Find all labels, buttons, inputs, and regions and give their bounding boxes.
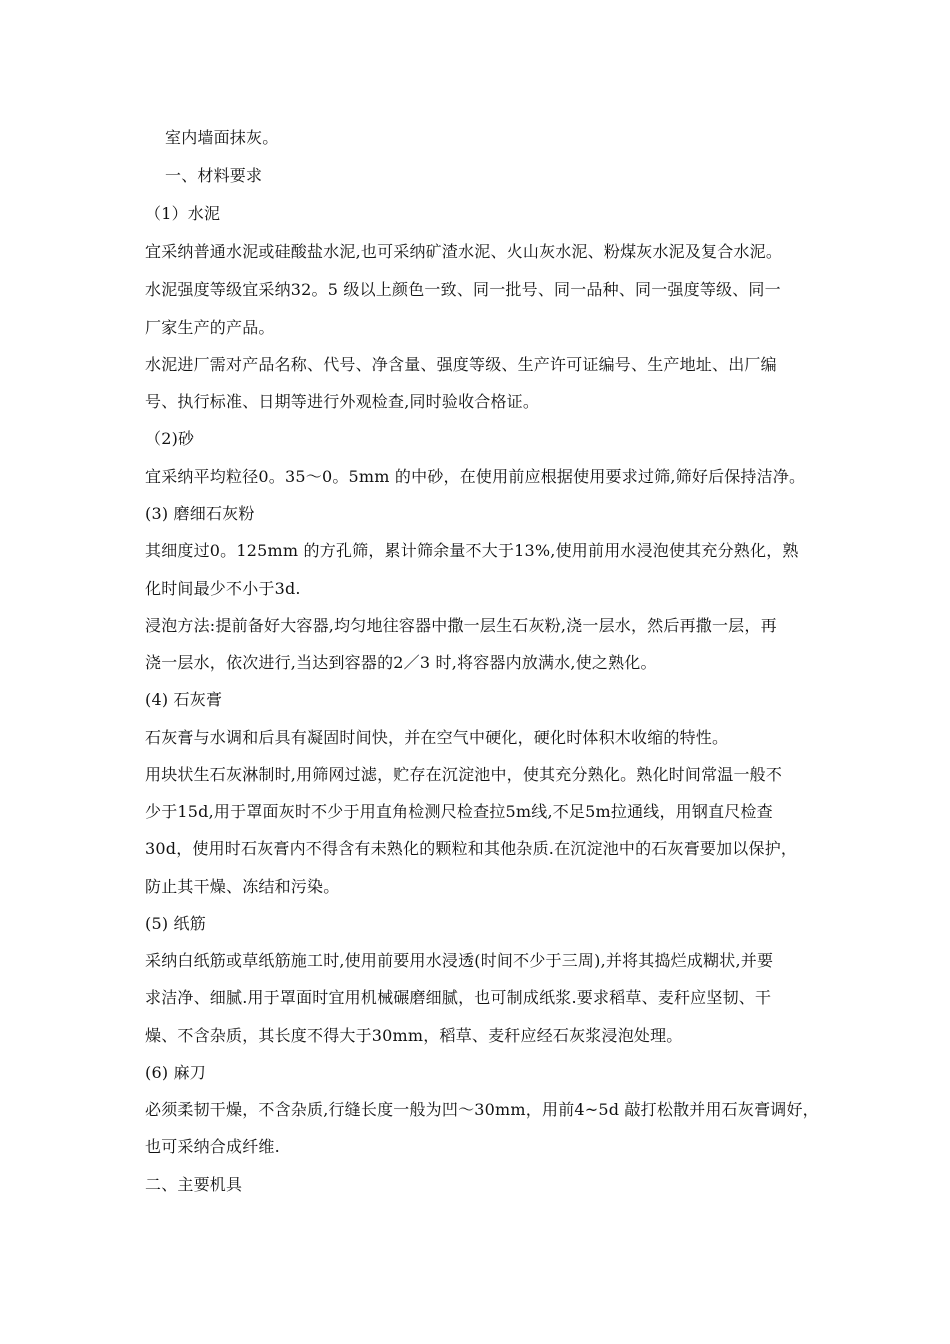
subsection-heading: （2)砂	[145, 429, 195, 448]
paragraph-line: 石灰膏与水调和后具有凝固时间快，并在空气中硬化，硬化时体积木收缩的特性。	[145, 728, 729, 747]
paragraph-line: 水泥强度等级宜采纳32。5 级以上颜色一致、同一批号、同一品种、同一强度等级、同一	[145, 280, 781, 299]
paragraph-line: 也可采纳合成纤维.	[145, 1137, 280, 1156]
paragraph-line: 宜采纳普通水泥或硅酸盐水泥,也可采纳矿渣水泥、火山灰水泥、粉煤灰水泥及复合水泥。	[145, 242, 783, 261]
subsection-heading: (4) 石灰膏	[145, 690, 223, 709]
paragraph-line: 30d，使用时石灰膏内不得含有未熟化的颗粒和其他杂质.在沉淀池中的石灰膏要加以保护，	[145, 839, 798, 858]
paragraph-line: 浸泡方法:提前备好大容器,均匀地往容器中撒一层生石灰粉,浇一层水，然后再撒一层，再	[145, 616, 777, 635]
paragraph-line: 其细度过0。125mm 的方孔筛，累计筛余量不大于13%,使用前用水浸泡使其充分熟化，熟	[145, 541, 799, 560]
paragraph-line: 宜采纳平均粒径0。35～0。5mm 的中砂，在使用前应根据使用要求过筛,筛好后保持洁净。	[145, 467, 806, 486]
section-heading: 二、主要机具	[145, 1175, 243, 1194]
paragraph-line: 浇一层水，依次进行,当达到容器的2／3 时,将容器内放满水,使之熟化。	[145, 653, 657, 672]
paragraph-line: 防止其干燥、冻结和污染。	[145, 877, 340, 896]
paragraph-line: 水泥进厂需对产品名称、代号、净含量、强度等级、生产许可证编号、生产地址、出厂编	[145, 355, 777, 374]
paragraph-line: 求洁净、细腻.用于罩面时宜用机械碾磨细腻，也可制成纸浆.要求稻草、麦秆应坚韧、干	[145, 988, 772, 1007]
subsection-heading: (3) 磨细石灰粉	[145, 504, 255, 523]
paragraph-line: 采纳白纸筋或草纸筋施工时,使用前要用水浸透(时间不少于三周),并将其捣烂成糊状,并要	[145, 951, 774, 970]
paragraph-line: 燥、不含杂质，其长度不得大于30mm，稻草、麦秆应经石灰浆浸泡处理。	[145, 1026, 683, 1045]
subsection-heading: (5) 纸筋	[145, 914, 206, 933]
paragraph-line: 号、执行标准、日期等进行外观检查,同时验收合格证。	[145, 392, 540, 411]
paragraph-line: 厂家生产的产品。	[145, 318, 275, 337]
intro-line: 室内墙面抹灰。	[165, 128, 279, 147]
paragraph-line: 必须柔韧干燥，不含杂质,行缝长度一般为凹～30mm，用前4~5d 敲打松散并用石灰膏调好，	[145, 1100, 819, 1119]
subsection-heading: (6) 麻刀	[145, 1063, 206, 1082]
paragraph-line: 用块状生石灰淋制时,用筛网过滤，贮存在沉淀池中，使其充分熟化。熟化时间常温一般不	[145, 765, 783, 784]
paragraph-line: 化时间最少不小于3d.	[145, 579, 301, 598]
section-heading: 一、材料要求	[165, 166, 263, 185]
paragraph-line: 少于15d,用于罩面灰时不少于用直角检测尺检查拉5m线,不足5m拉通线，用钢直尺检查	[145, 802, 773, 821]
subsection-heading: （1）水泥	[145, 204, 221, 223]
